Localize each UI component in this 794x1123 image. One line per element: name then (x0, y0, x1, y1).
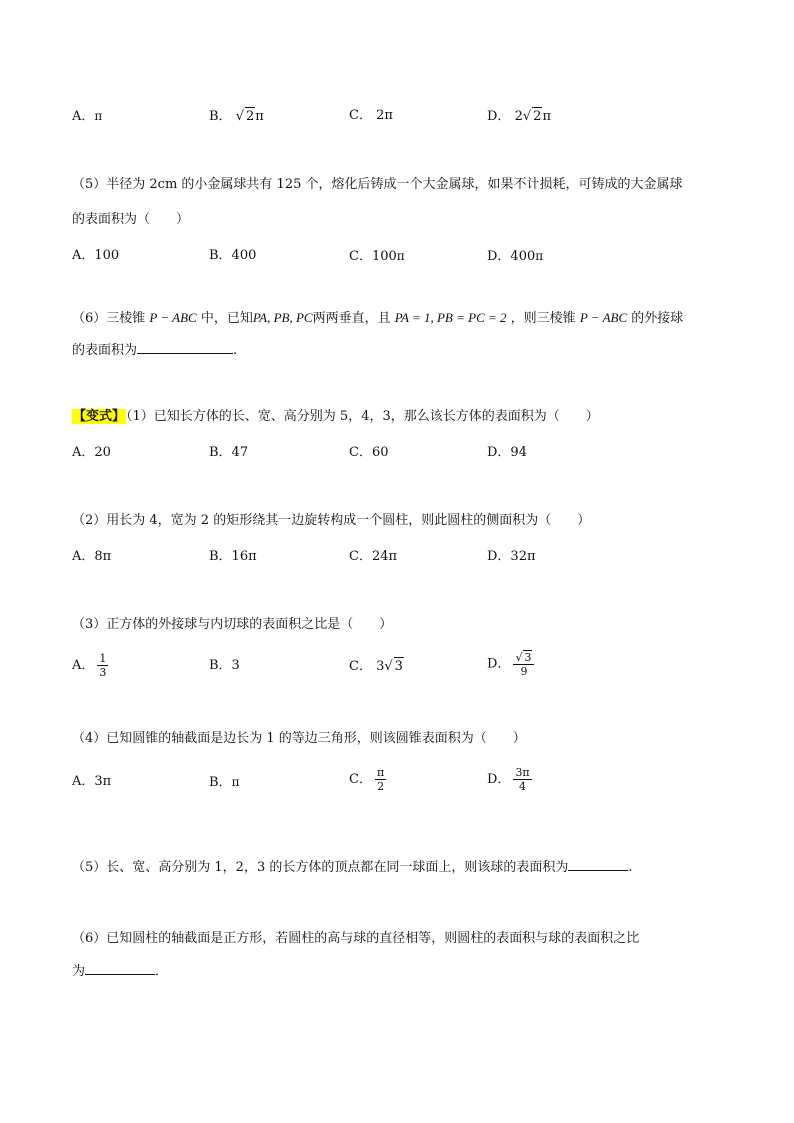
q5-line1: （5）半径为 2cm 的小金属球共有 125 个，熔化后铸成一个大金属球，如果不计损耗，可铸成的大金属球 (72, 177, 683, 192)
v6-line1: （6）已知圆柱的轴截面是正方形，若圆柱的高与球的直径相等，则圆柱的表面积与球的表面积之比 (72, 931, 640, 946)
v1-option-c: C．60 (349, 445, 389, 460)
v2-line: （2）用长为 4，宽为 2 的矩形绕其一边旋转构成一个圆柱，则此圆柱的侧面积为（ ） (72, 513, 591, 528)
q5-option-b: B．400 (209, 248, 257, 263)
v3-option-a: A． $\frac{1}{3}$ (72, 652, 107, 679)
v2-option-b: B．16π (209, 549, 257, 564)
v4-option-c: C． $\frac{\pi}{2}$ (349, 766, 385, 793)
v3-option-b: B．3 (209, 658, 240, 673)
v4-line: （4）已知圆锥的轴截面是边长为 1 的等边三角形，则该圆锥表面积为（ ） (72, 731, 526, 746)
v2-option-a: A．8π (72, 549, 112, 564)
q5-line2: 的表面积为（ ） (72, 212, 190, 227)
v4-option-d: D． $\frac{3\pi}{4}$ (487, 766, 530, 793)
v4-option-a: A．3π (72, 774, 112, 789)
option-d: D． 2√ 2π (487, 109, 551, 124)
v5-line: （5）长、宽、高分别为 1，2，3 的长方体的顶点都在同一球面上，则该球的表面积为 . (72, 857, 633, 877)
v6-line2: 为 ． (72, 961, 168, 981)
v3-line: （3）正方体的外接球与内切球的表面积之比是（ ） (72, 617, 393, 632)
option-c: C． 2π (349, 108, 393, 123)
answer-blank[interactable] (568, 857, 628, 871)
v1-option-d: D．94 (487, 445, 527, 460)
option-b: B． √ 2π (209, 109, 264, 124)
v1-option-a: A．20 (72, 445, 111, 460)
option-a: A．π (72, 109, 103, 124)
q6-line1: （6）三棱锥 P − ABC 中，已知PA, PB, PC两两垂直，且 PA = 1, PB = PC = 2 ，则三棱锥 P − ABC 的外接球 (72, 310, 684, 326)
v4-option-b: B．π (209, 775, 240, 790)
v1-option-b: B．47 (209, 445, 249, 460)
variant-tag: 【变式】 (73, 409, 126, 424)
v3-option-c: C． 3√ 3 (349, 659, 403, 674)
answer-blank[interactable] (85, 961, 155, 975)
q6-line2: 的表面积为 . (72, 340, 237, 360)
q5-option-a: A．100 (72, 248, 120, 263)
q5-option-c: C．100π (349, 249, 405, 264)
v3-option-d: D． $\frac{√ 3}{9}$ (487, 650, 534, 678)
v2-option-d: D．32π (487, 549, 536, 564)
q5-option-d: D．400π (487, 249, 544, 264)
v2-option-c: C．24π (349, 549, 398, 564)
v1-line: 【变式】（1）已知长方体的长、宽、高分别为 5，4，3，那么该长方体的表面积为（ ） (73, 409, 599, 424)
answer-blank[interactable] (137, 340, 233, 354)
